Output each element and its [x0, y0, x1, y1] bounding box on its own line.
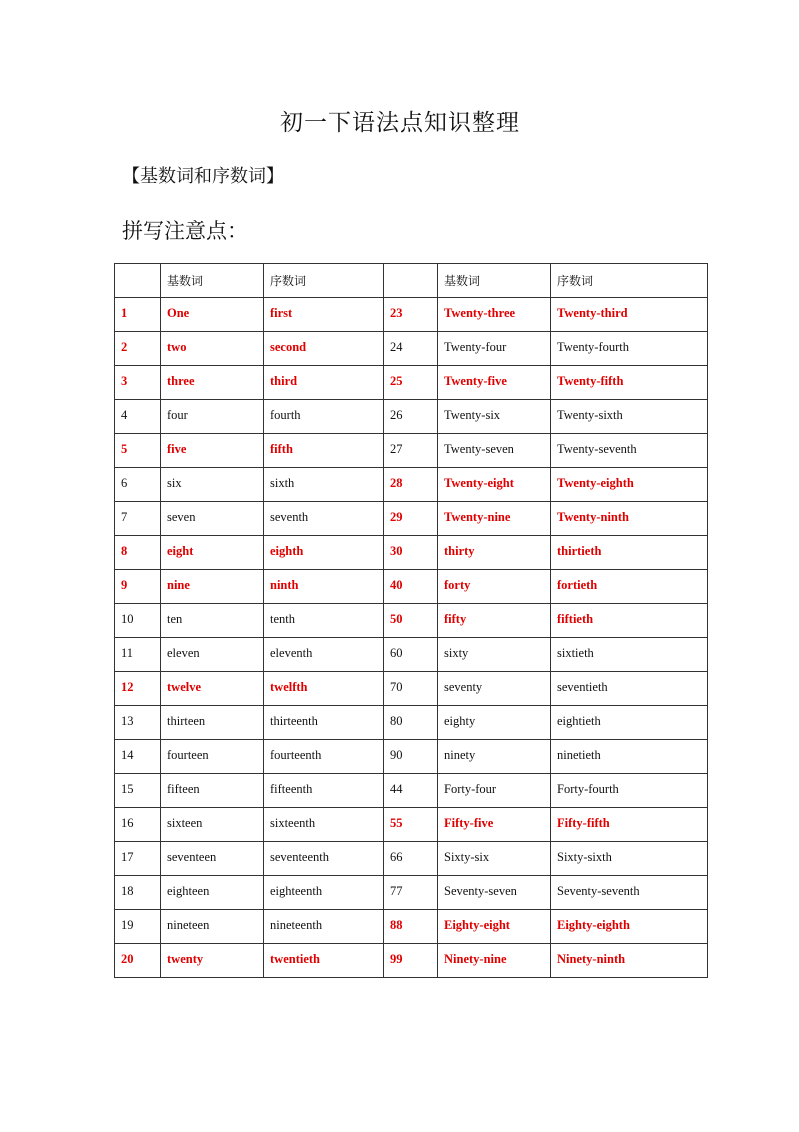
cardinal-cell: thirteen	[161, 706, 264, 740]
ordinal-cell: Twenty-third	[551, 298, 708, 332]
number-cell: 19	[115, 910, 161, 944]
number-cell: 80	[384, 706, 438, 740]
table-row	[115, 366, 708, 400]
ordinal-cell: sixtieth	[551, 638, 708, 672]
cardinal-cell: fourteen	[161, 740, 264, 774]
header-cell: 序数词	[264, 264, 384, 298]
number-words-table	[114, 263, 708, 978]
number-cell: 27	[384, 434, 438, 468]
number-cell: 17	[115, 842, 161, 876]
number-cell: 29	[384, 502, 438, 536]
table-row	[115, 468, 708, 502]
ordinal-cell: Fifty-fifth	[551, 808, 708, 842]
ordinal-cell: twentieth	[264, 944, 384, 978]
number-cell: 28	[384, 468, 438, 502]
number-cell: 18	[115, 876, 161, 910]
number-cell: 14	[115, 740, 161, 774]
table-header-row	[115, 264, 708, 298]
ordinal-cell: fourteenth	[264, 740, 384, 774]
cardinal-cell: forty	[438, 570, 551, 604]
ordinal-cell: fiftieth	[551, 604, 708, 638]
table-row	[115, 536, 708, 570]
ordinal-cell: eleventh	[264, 638, 384, 672]
cardinal-cell: Twenty-nine	[438, 502, 551, 536]
number-cell: 66	[384, 842, 438, 876]
number-cell: 30	[384, 536, 438, 570]
number-cell: 90	[384, 740, 438, 774]
ordinal-cell: third	[264, 366, 384, 400]
table-row	[115, 638, 708, 672]
cardinal-cell: sixty	[438, 638, 551, 672]
table-row	[115, 706, 708, 740]
cardinal-cell: Twenty-six	[438, 400, 551, 434]
cardinal-cell: Twenty-seven	[438, 434, 551, 468]
number-cell: 3	[115, 366, 161, 400]
table-row	[115, 774, 708, 808]
ordinal-cell: Sixty-sixth	[551, 842, 708, 876]
ordinal-cell: Twenty-eighth	[551, 468, 708, 502]
number-cell: 12	[115, 672, 161, 706]
cardinal-cell: eight	[161, 536, 264, 570]
ordinal-cell: eighteenth	[264, 876, 384, 910]
cardinal-cell: Twenty-three	[438, 298, 551, 332]
ordinal-cell: seventeenth	[264, 842, 384, 876]
table-row	[115, 332, 708, 366]
ordinal-cell: ninetieth	[551, 740, 708, 774]
number-cell: 7	[115, 502, 161, 536]
number-cell: 16	[115, 808, 161, 842]
header-cell: 序数词	[551, 264, 708, 298]
ordinal-cell: ninth	[264, 570, 384, 604]
number-cell: 50	[384, 604, 438, 638]
table-row	[115, 298, 708, 332]
table-row	[115, 400, 708, 434]
cardinal-cell: Twenty-five	[438, 366, 551, 400]
table-row	[115, 842, 708, 876]
table-row	[115, 604, 708, 638]
number-cell: 8	[115, 536, 161, 570]
ordinal-cell: nineteenth	[264, 910, 384, 944]
ordinal-cell: first	[264, 298, 384, 332]
ordinal-cell: fifth	[264, 434, 384, 468]
ordinal-cell: Ninety-ninth	[551, 944, 708, 978]
cardinal-cell: eighty	[438, 706, 551, 740]
ordinal-cell: Eighty-eighth	[551, 910, 708, 944]
number-cell: 15	[115, 774, 161, 808]
table-row	[115, 434, 708, 468]
cardinal-cell: seventy	[438, 672, 551, 706]
cardinal-cell: fifteen	[161, 774, 264, 808]
number-cell: 10	[115, 604, 161, 638]
number-cell: 70	[384, 672, 438, 706]
cardinal-cell: nineteen	[161, 910, 264, 944]
cardinal-cell: eighteen	[161, 876, 264, 910]
table-row	[115, 672, 708, 706]
ordinal-cell: seventh	[264, 502, 384, 536]
number-cell: 60	[384, 638, 438, 672]
header-cell	[115, 264, 161, 298]
cardinal-cell: Eighty-eight	[438, 910, 551, 944]
number-cell: 13	[115, 706, 161, 740]
cardinal-cell: Sixty-six	[438, 842, 551, 876]
ordinal-cell: Seventy-seventh	[551, 876, 708, 910]
cardinal-cell: nine	[161, 570, 264, 604]
cardinal-cell: two	[161, 332, 264, 366]
cardinal-cell: ten	[161, 604, 264, 638]
ordinal-cell: Twenty-seventh	[551, 434, 708, 468]
number-cell: 25	[384, 366, 438, 400]
number-cell: 24	[384, 332, 438, 366]
cardinal-cell: Twenty-eight	[438, 468, 551, 502]
number-cell: 9	[115, 570, 161, 604]
cardinal-cell: fifty	[438, 604, 551, 638]
cardinal-cell: four	[161, 400, 264, 434]
table-row	[115, 876, 708, 910]
cardinal-cell: seven	[161, 502, 264, 536]
number-cell: 40	[384, 570, 438, 604]
number-cell: 88	[384, 910, 438, 944]
number-cell: 4	[115, 400, 161, 434]
number-cell: 26	[384, 400, 438, 434]
number-cell: 20	[115, 944, 161, 978]
cardinal-cell: Ninety-nine	[438, 944, 551, 978]
ordinal-cell: seventieth	[551, 672, 708, 706]
cardinal-cell: Seventy-seven	[438, 876, 551, 910]
header-cell: 基数词	[161, 264, 264, 298]
number-cell: 55	[384, 808, 438, 842]
cardinal-cell: twelve	[161, 672, 264, 706]
ordinal-cell: Twenty-fifth	[551, 366, 708, 400]
cardinal-cell: ninety	[438, 740, 551, 774]
page-title: 初一下语法点知识整理	[280, 110, 520, 136]
ordinal-cell: Twenty-ninth	[551, 502, 708, 536]
ordinal-cell: thirteenth	[264, 706, 384, 740]
cardinal-cell: thirty	[438, 536, 551, 570]
header-cell	[384, 264, 438, 298]
number-cell: 1	[115, 298, 161, 332]
ordinal-cell: twelfth	[264, 672, 384, 706]
number-cell: 23	[384, 298, 438, 332]
ordinal-cell: Twenty-sixth	[551, 400, 708, 434]
number-cell: 5	[115, 434, 161, 468]
table-body	[115, 264, 708, 978]
cardinal-cell: three	[161, 366, 264, 400]
ordinal-cell: second	[264, 332, 384, 366]
number-cell: 44	[384, 774, 438, 808]
number-cell: 11	[115, 638, 161, 672]
cardinal-cell: One	[161, 298, 264, 332]
section-heading: 【基数词和序数词】	[122, 166, 284, 187]
cardinal-cell: twenty	[161, 944, 264, 978]
table-row	[115, 808, 708, 842]
ordinal-cell: sixteenth	[264, 808, 384, 842]
number-cell: 6	[115, 468, 161, 502]
ordinal-cell: thirtieth	[551, 536, 708, 570]
cardinal-cell: six	[161, 468, 264, 502]
table-row	[115, 502, 708, 536]
cardinal-cell: sixteen	[161, 808, 264, 842]
ordinal-cell: Forty-fourth	[551, 774, 708, 808]
cardinal-cell: seventeen	[161, 842, 264, 876]
ordinal-cell: fourth	[264, 400, 384, 434]
cardinal-cell: Forty-four	[438, 774, 551, 808]
cardinal-cell: Twenty-four	[438, 332, 551, 366]
table-row	[115, 944, 708, 978]
ordinal-cell: Twenty-fourth	[551, 332, 708, 366]
cardinal-cell: Fifty-five	[438, 808, 551, 842]
subheading: 拼写注意点：	[122, 219, 248, 243]
cardinal-cell: eleven	[161, 638, 264, 672]
table-row	[115, 910, 708, 944]
ordinal-cell: tenth	[264, 604, 384, 638]
number-cell: 77	[384, 876, 438, 910]
number-cell: 99	[384, 944, 438, 978]
ordinal-cell: fortieth	[551, 570, 708, 604]
cardinal-cell: five	[161, 434, 264, 468]
ordinal-cell: eightieth	[551, 706, 708, 740]
table-row	[115, 740, 708, 774]
ordinal-cell: eighth	[264, 536, 384, 570]
table-row	[115, 570, 708, 604]
header-cell: 基数词	[438, 264, 551, 298]
number-cell: 2	[115, 332, 161, 366]
ordinal-cell: fifteenth	[264, 774, 384, 808]
ordinal-cell: sixth	[264, 468, 384, 502]
